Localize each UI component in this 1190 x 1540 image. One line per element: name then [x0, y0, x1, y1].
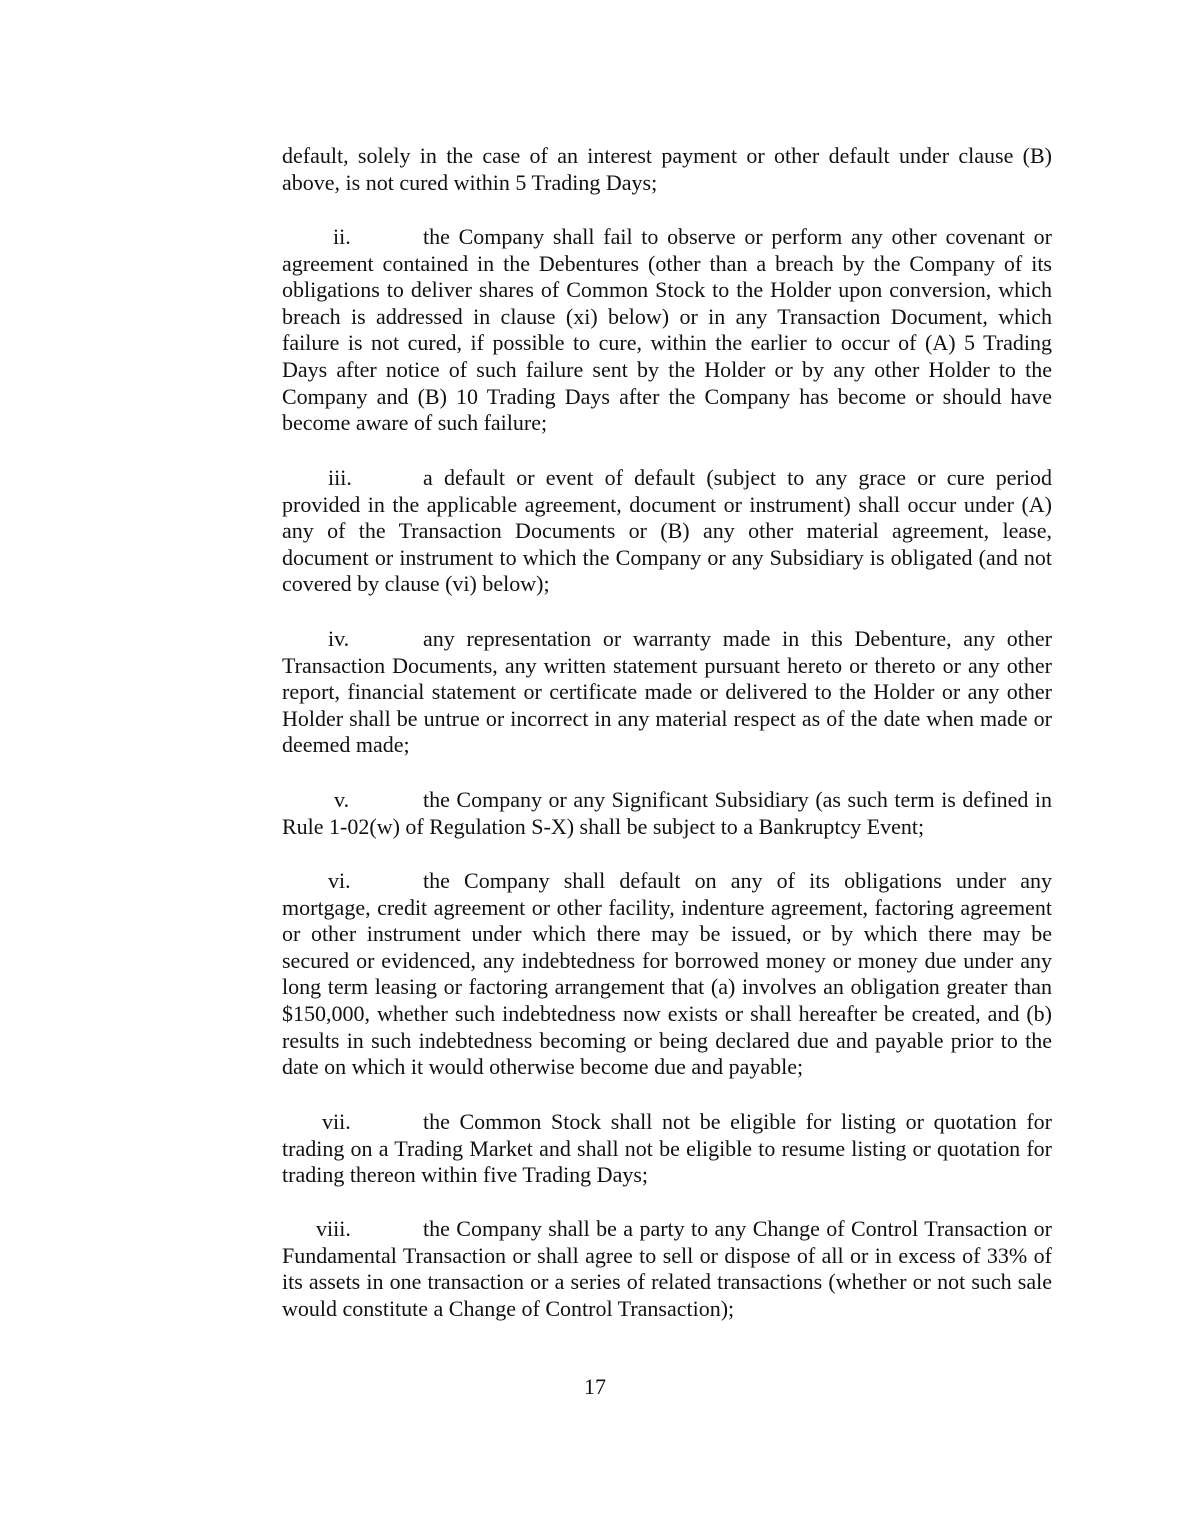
clause-text: any representation or warranty made in this Debenture, any other Transaction Documents, any written statement pursuant hereto or thereto or any other report, financial statement or certificate made or delivered to the Holder or any other Holder shall be untrue or incorrect in any material respect as of the date when made or deemed made;	[282, 626, 1052, 758]
clause-item-v	[282, 787, 1052, 840]
clause-number: ii.	[333, 224, 351, 249]
continuation-text: default, solely in the case of an interest payment or other default under clause (B) above, is not cured within 5 Trading Days;	[282, 143, 1052, 195]
clause-text: the Company shall fail to observe or perform any other covenant or agreement contained in the Debentures (other than a breach by the Company of its obligations to deliver shares of Common Stock to the Holder upon conversion, which breach is addressed in clause (xi) below) or in any Transaction Document, which failure is not cured, if possible to cure, within the earlier to occur of (A) 5 Trading Days after notice of such failure sent by the Holder or by any other Holder to the Company and (B) 10 Trading Days after the Company has become or should have become aware of such failure;	[282, 224, 1052, 436]
page-number: 17	[584, 1374, 606, 1399]
clause-item-iii	[282, 465, 1052, 598]
clause-text: the Company shall be a party to any Change of Control Transaction or Fundamental Transaction or shall agree to sell or dispose of all or in excess of 33% of its assets in one transaction or a series of related transactions (whether or not such sale would constitute a Change of Control Transaction);	[282, 1216, 1052, 1321]
clause-item-viii	[282, 1216, 1052, 1322]
clause-item-vii	[282, 1109, 1052, 1189]
clause-number: iv.	[328, 626, 350, 651]
clause-text: the Common Stock shall not be eligible for listing or quotation for trading on a Trading Market and shall not be eligible to resume listing or quotation for trading thereon within five Trading Days;	[282, 1109, 1052, 1188]
clause-number: vii.	[322, 1109, 351, 1134]
clause-number: iii.	[328, 465, 352, 490]
clause-item-ii	[282, 224, 1052, 437]
clause-item-vi	[282, 868, 1052, 1081]
clause-number: viii.	[316, 1216, 351, 1241]
clause-number: vi.	[328, 868, 351, 893]
clause-text: the Company or any Significant Subsidiary (as such term is defined in Rule 1-02(w) of Regulation S-X) shall be subject to a Bankruptcy Event;	[282, 787, 1052, 839]
clause-text: the Company shall default on any of its obligations under any mortgage, credit agreement or other facility, indenture agreement, factoring agreement or other instrument under which there may be issued, or by which there may be secured or evidenced, any indebtedness for borrowed money or money due under any long term leasing or factoring arrangement that (a) involves an obligation greater than $150,000, whether such indebtedness now exists or shall hereafter be created, and (b) results in such indebtedness becoming or being declared due and payable prior to the date on which it would otherwise become due and payable;	[282, 868, 1052, 1080]
clause-number: v.	[334, 787, 350, 812]
continuation-paragraph	[282, 143, 1052, 196]
clause-item-iv	[282, 626, 1052, 759]
clause-text: a default or event of default (subject to any grace or cure period provided in the applicable agreement, document or instrument) shall occur under (A) any of the Transaction Documents or (B) any other material agreement, lease, document or instrument to which the Company or any Subsidiary is obligated (and not covered by clause (vi) below);	[282, 465, 1052, 597]
